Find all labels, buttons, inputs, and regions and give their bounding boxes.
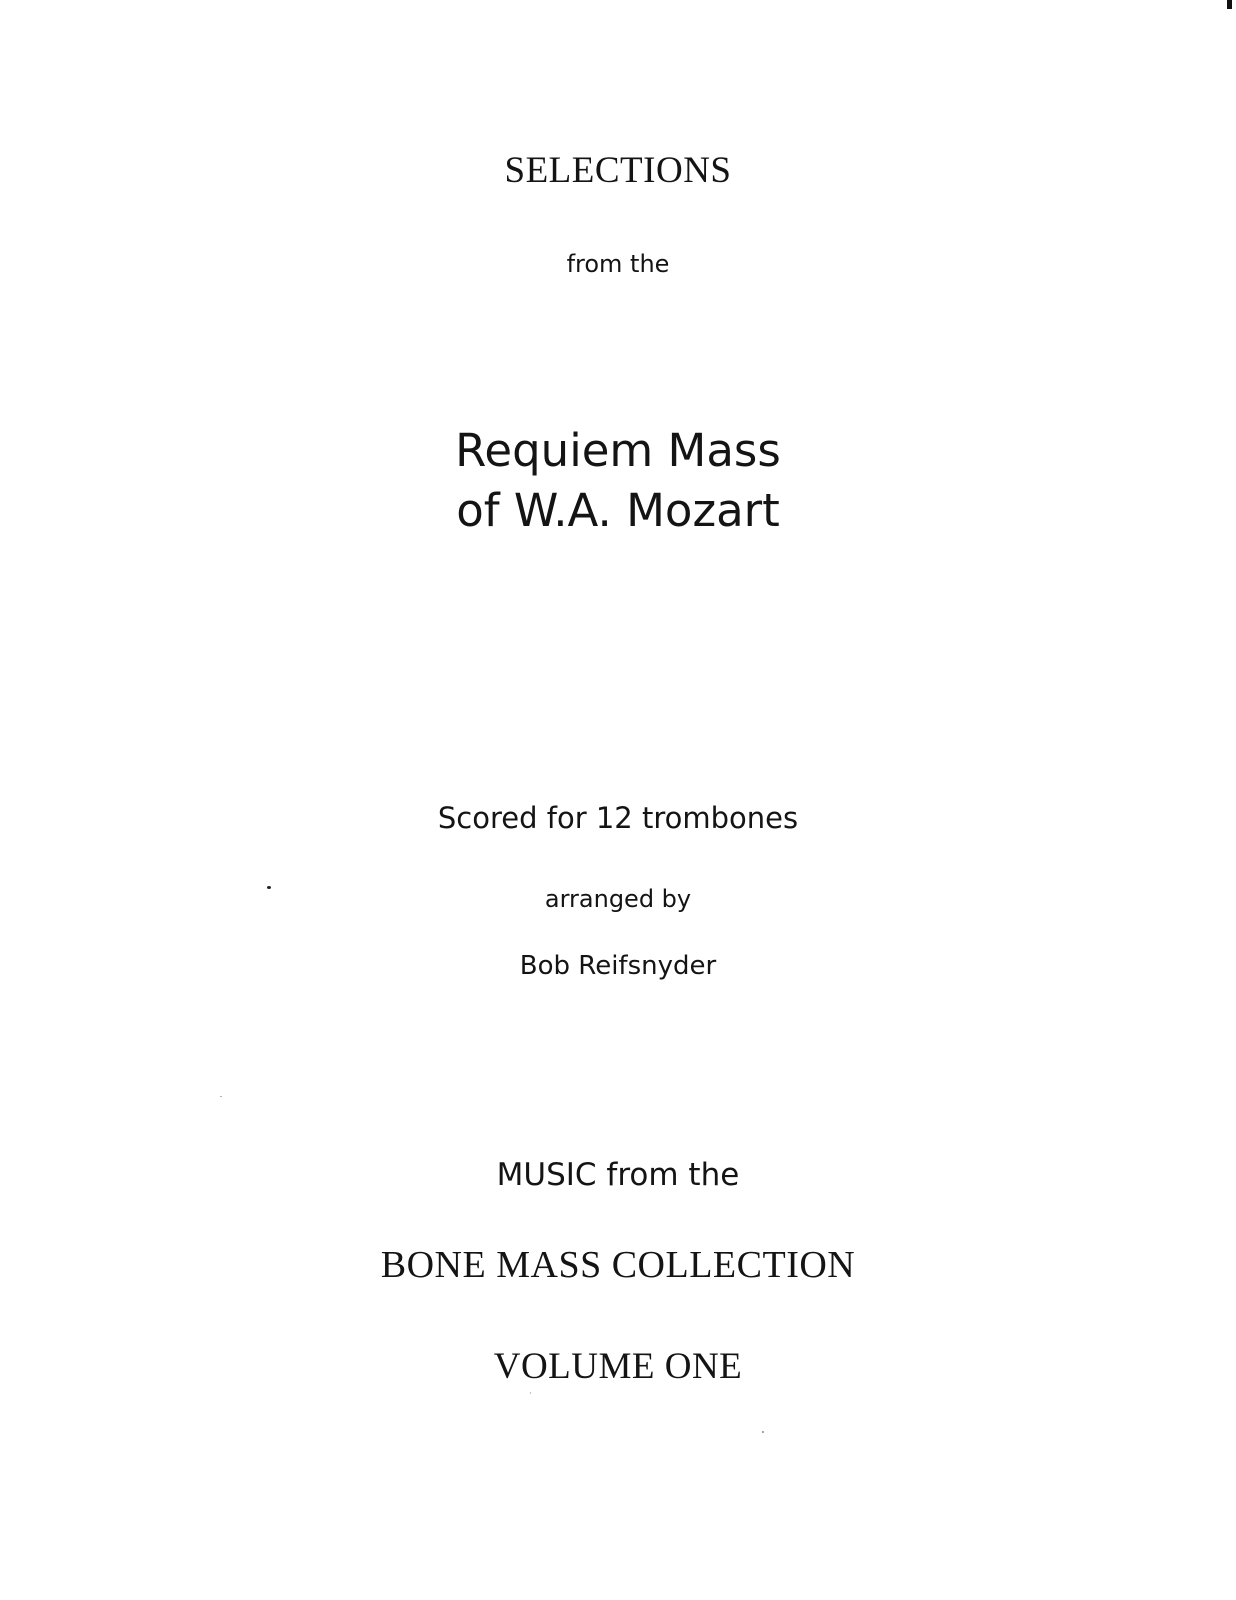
scan-speck	[762, 1431, 764, 1433]
heading-selections: SELECTIONS	[504, 150, 732, 191]
work-title-line-1: Requiem Mass	[455, 424, 781, 477]
volume-label: VOLUME ONE	[493, 1346, 743, 1387]
connector-text: from the	[566, 250, 670, 278]
collection-title: BONE MASS COLLECTION	[380, 1244, 856, 1286]
scoring-text: Scored for 12 trombones	[437, 801, 799, 835]
scan-speck	[530, 1392, 531, 1394]
scan-edge-mark	[1227, 0, 1232, 9]
arranger-name: Bob Reifsnyder	[519, 951, 717, 981]
scan-speck	[267, 886, 271, 889]
work-title-line-2: of W.A. Mozart	[456, 484, 780, 537]
arranged-by-label: arranged by	[544, 885, 692, 913]
scan-speck	[220, 1096, 222, 1097]
series-intro: MUSIC from the	[496, 1157, 740, 1193]
